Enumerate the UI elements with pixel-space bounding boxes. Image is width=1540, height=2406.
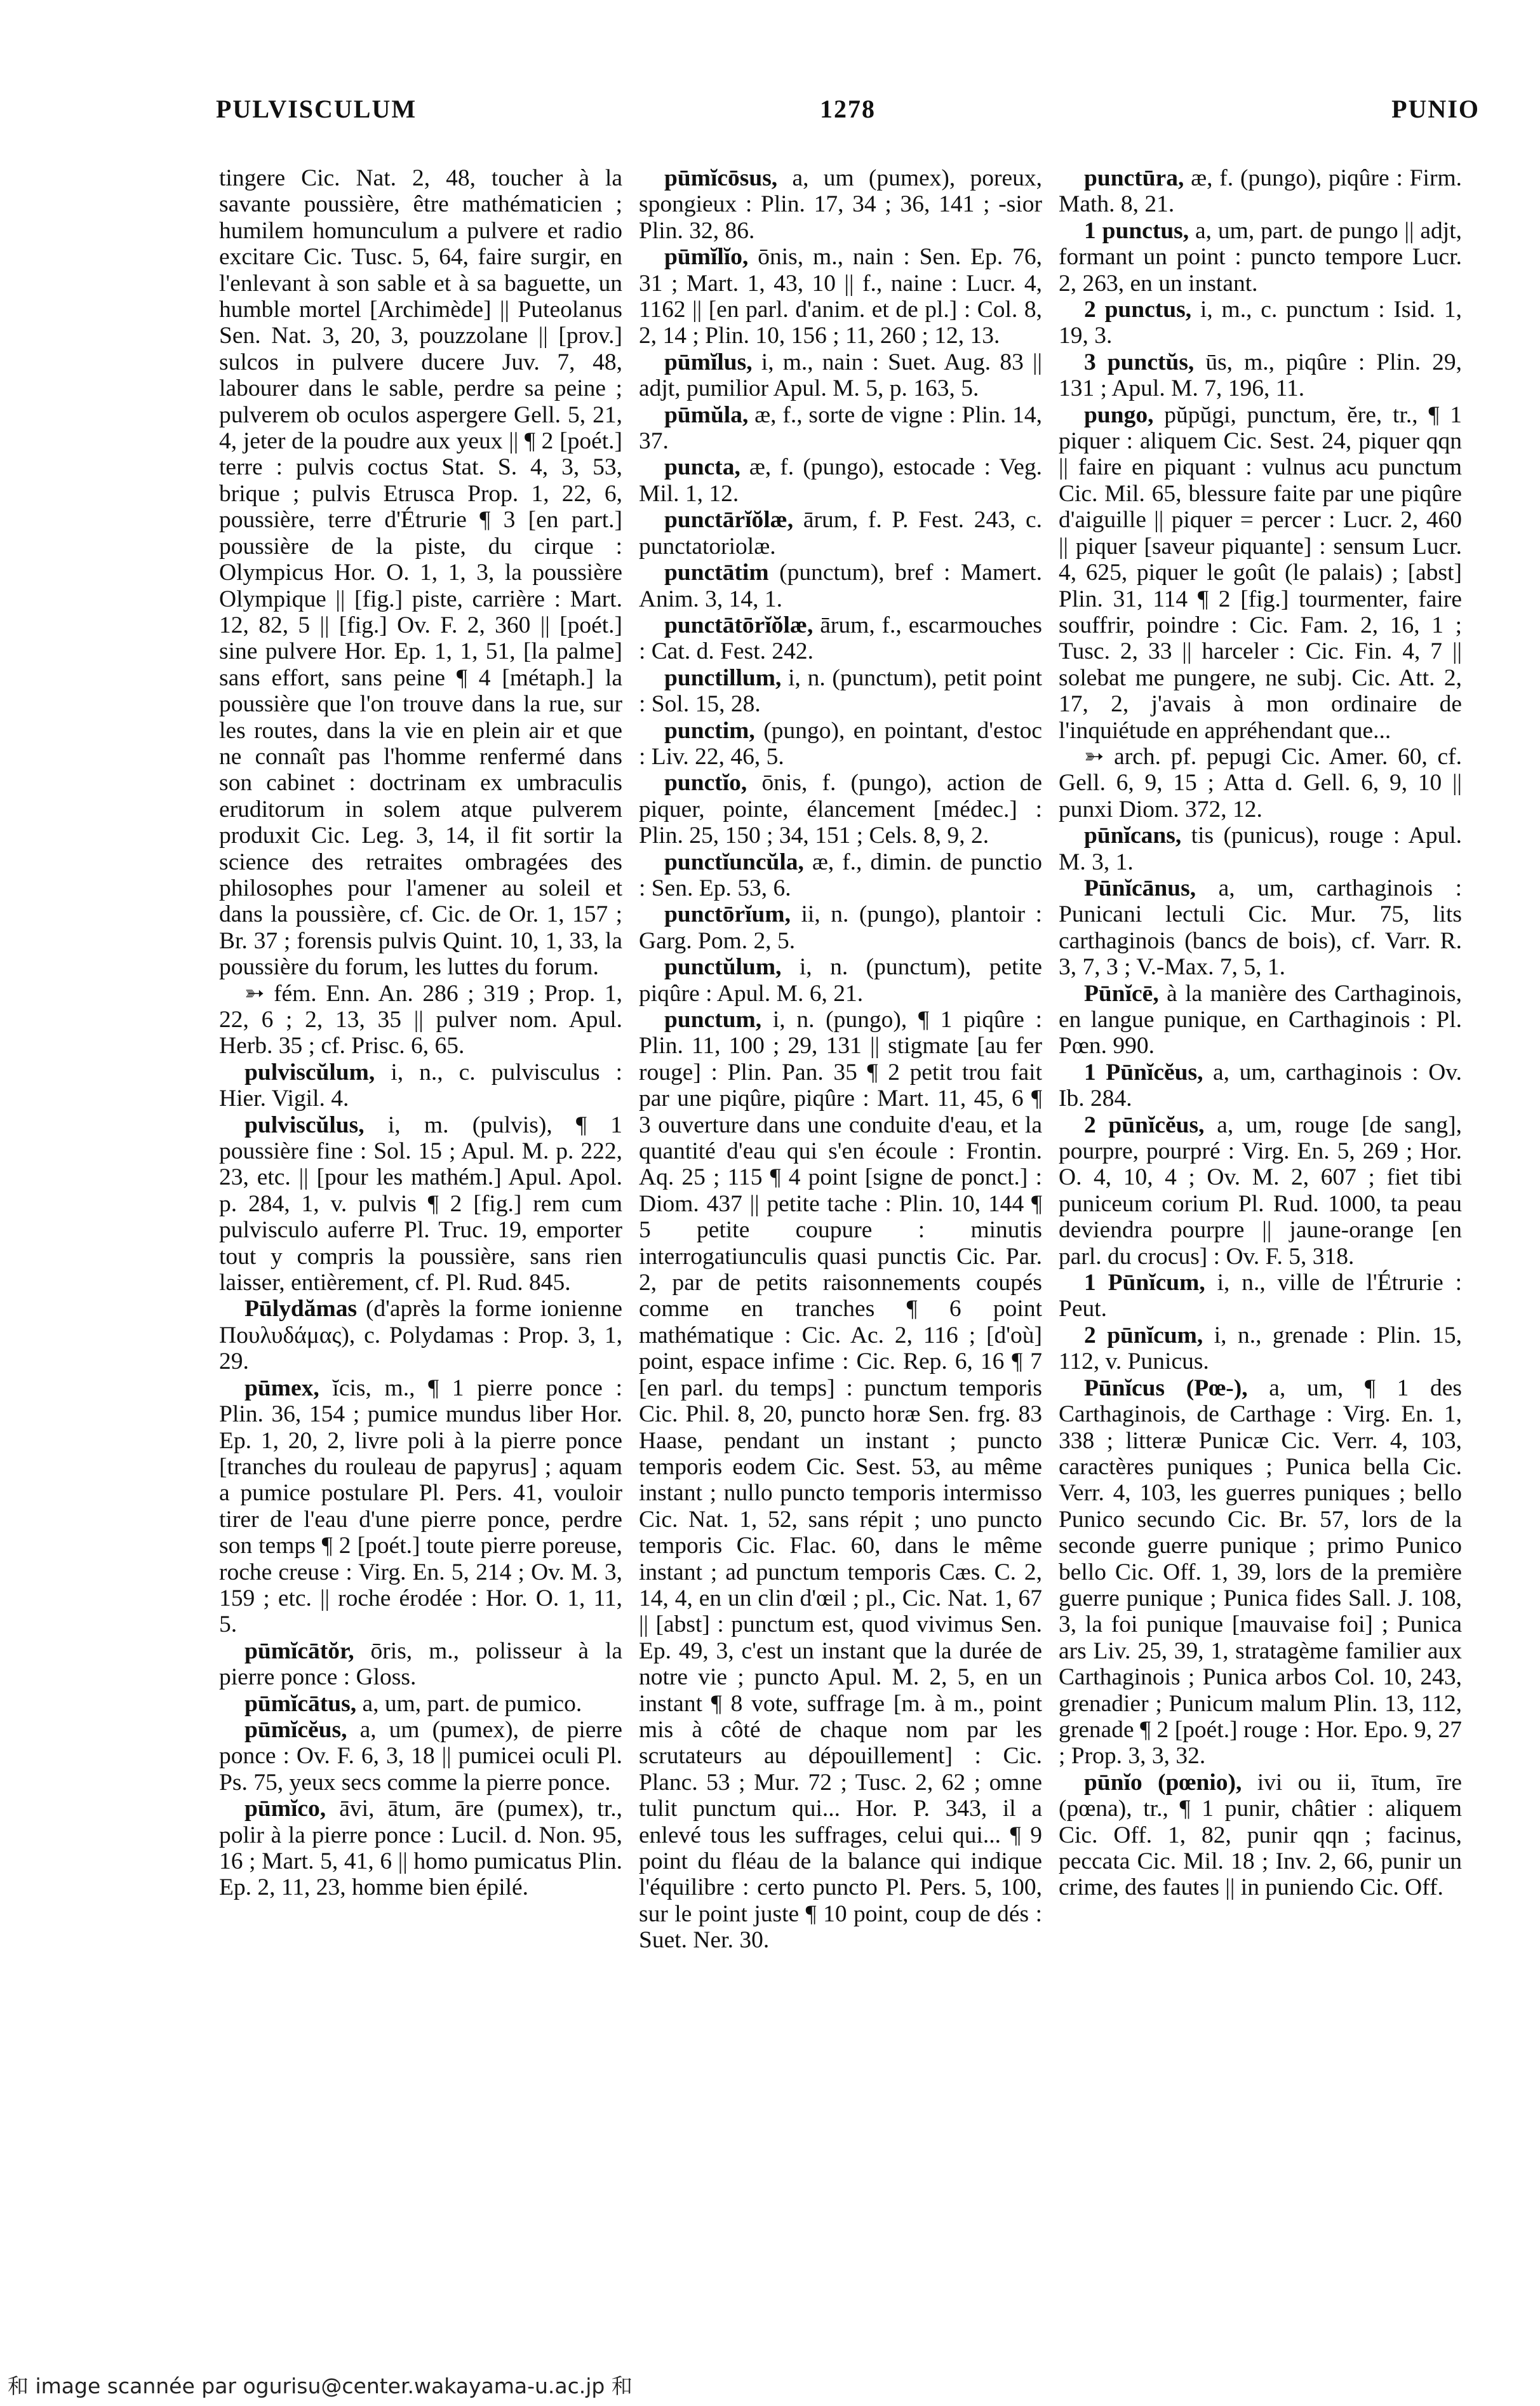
dictionary-entry: [1059, 402, 1462, 744]
entry-headword: pūmĭcĕus,: [244, 1716, 347, 1743]
dictionary-entry: [1059, 875, 1462, 981]
entry-text: (pungo), en pointant, d'estoc : Liv. 22, 46, 5.: [639, 717, 1042, 770]
dictionary-entry: [639, 402, 1042, 455]
entry-text: ĭcis, m., ¶ 1 pierre ponce : Plin. 36, 154 ; pumice mundus liber Hor. Ep. 1, 20, 2, livre poli à la pierre ponce [tranches du rouleau de papyrus] ; aquam a pumice postulare Pl. Pers. 41, vouloir tirer de l'eau d'une pierre ponce, perdre son temps ¶ 2 [poét.] toute pierre poreuse, roche creuse : Virg. En. 5, 214 ; Ov. M. 3, 159 ; etc. || roche érodée : Hor. O. 1, 11, 5.: [219, 1374, 622, 1638]
entry-headword: punctillum,: [664, 664, 782, 691]
entry-headword: puncta,: [664, 454, 740, 481]
dictionary-entry: [1059, 1770, 1462, 1901]
entry-text: a, um, carthaginois : Punicani lectuli Cic. Mur. 75, lits carthaginois (bancs de bois), cf. Varr. R. 3, 7, 3 ; V.-Max. 7, 5, 1.: [1059, 875, 1462, 981]
entry-text: a, um, part. de pumico.: [362, 1690, 582, 1717]
entry-text: æ, f., dimin. de punctio : Sen. Ep. 53, 6.: [639, 849, 1042, 901]
entry-text: ➳ fém. Enn. An. 286 ; 319 ; Prop. 1, 22, 6 ; 2, 13, 35 || pulver nom. Apul. Herb. 35 ; cf. Prisc. 6, 65.: [219, 980, 622, 1059]
entry-headword: 2 punctus,: [1084, 297, 1192, 323]
entry-headword: punctātōrĭŏlæ,: [664, 612, 814, 638]
dictionary-entry: [219, 1691, 622, 1717]
entry-text: ūs, m., piqûre : Plin. 29, 131 ; Apul. M. 7, 196, 11.: [1059, 349, 1462, 402]
dictionary-entry: [219, 1796, 622, 1901]
dictionary-entry: [219, 1112, 622, 1296]
entry-text: pŭpŭgi, punctum, ĕre, tr., ¶ 1 piquer : aliquem Cic. Sest. 24, piquer qqn || faire en piquant : vulnus acu punctum Cic. Mil. 65, blessure faite par une piqûre d'aiguille || piquer = percer : Lucr. 2, 460 || piquer [saveur piquante] : sensum Lucr. 4, 625, piquer le goût (le palais) ; [abst] Plin. 31, 114 ¶ 2 [fig.] tourmenter, faire souffrir, poindre : Cic. Fam. 2, 16, 1 ; Tusc. 2, 33 || harceler : Cic. Fin. 4, 7 || solebat me pungere, ne subj. Cic. Att. 2, 17, 2, j'avais à mon ordinaire de l'inquiétude en appréhendant que...: [1059, 401, 1462, 744]
dictionary-entry: [1059, 981, 1462, 1059]
entry-headword: 2 pūnĭcum,: [1084, 1322, 1203, 1348]
entry-text: i, n., grenade : Plin. 15, 112, v. Punicus.: [1059, 1322, 1462, 1375]
entry-headword: pulviscŭlus,: [244, 1112, 365, 1138]
entry-text: ivi ou ii, ītum, īre (pœna), tr., ¶ 1 punir, châtier : aliquem Cic. Off. 1, 82, punir qqn ; facinus, peccata Cic. Mil. 18 ; Inv. 2, 66, punir un crime, des fautes || in puniendo Cic. Off.: [1059, 1769, 1462, 1901]
dictionary-entry: [1059, 1375, 1462, 1770]
dictionary-entry: [1059, 218, 1462, 297]
entry-text: a, um, rouge [de sang], pourpre, pourpré : Virg. En. 5, 269 ; Hor. O. 4, 10, 4 ; Ov. M. 2, 607 ; fiet tibi puniceum corium Pl. Rud. 1000, ta peau deviendra pourpre || jaune-orange [en parl. du crocus] : Ov. F. 5, 318.: [1059, 1112, 1462, 1270]
entry-text: tingere Cic. Nat. 2, 48, toucher à la savante poussière, être mathématicien ; humilem homunculum a pulvere et radio excitare Cic. Tusc. 5, 64, faire surgir, en l'enlevant à son sable et à sa baguette, un humble mortel [Archimède] || Puteolanus Sen. Nat. 3, 20, 3, pouzzolane || [prov.] sulcos in pulvere ducere Juv. 7, 48, labourer dans le sable, perdre sa peine ; pulverem ob oculos aspergere Gell. 5, 21, 4, jeter de la poudre aux yeux || ¶ 2 [poét.] terre : pulvis coctus Stat. S. 4, 3, 53, brique ; pulvis Etrusca Prop. 1, 22, 6, poussière, terre d'Étrurie ¶ 3 [en part.] poussière de la piste, du cirque : Olympicus Hor. O. 1, 1, 3, la poussière Olympique || [fig.] piste, carrière : Mart. 12, 82, 5 || [fig.] Ov. F. 2, 360 || [poét.] sine pulvere Hor. Ep. 1, 1, 51, [la palme] sans effort, sans peine ¶ 4 [métaph.] la poussière que l'on trouve dans la rue, sur les routes, dans la vie en plein air et que ne connaît pas l'homme renfermé dans son cabinet : doctrinam ex umbraculis eruditorum in solem atque pulverem produxit Cic. Leg. 3, 14, il fit sortir la science des retraites ombragées des philosophes pour l'amener au soleil et dans la poussière, cf. Cic. de Or. 1, 157 ; Br. 37 ; forensis pulvis Quint. 10, 1, 33, la poussière du forum, les luttes du forum.: [219, 165, 622, 981]
entry-headword: punctūra,: [1084, 165, 1184, 191]
entry-text: i, m. (pulvis), ¶ 1 poussière fine : Sol. 15 ; Apul. M. p. 222, 23, etc. || [pour les mathém.] Apul. Apol. p. 284, 1, v. pulvis ¶ 2 [fig.] rem cum pulvisculo auferre Pl. Truc. 19, emporter tout y compris la poussière, sans rien laisser, entièrement, cf. Pl. Rud. 845.: [219, 1112, 622, 1296]
dictionary-entry: [1059, 823, 1462, 875]
column-3: [1059, 165, 1462, 2331]
entry-headword: 1 Pūnĭcĕus,: [1084, 1059, 1203, 1085]
running-head-right: PUNIO: [1391, 95, 1480, 123]
entry-text: i, n. (punctum), petit point : Sol. 15, 28.: [639, 664, 1042, 718]
dictionary-entry: [219, 165, 622, 981]
entry-headword: punctim,: [664, 717, 755, 744]
entry-headword: pulviscŭlum,: [244, 1059, 375, 1085]
entry-text: æ, f., sorte de vigne : Plin. 14, 37.: [639, 401, 1042, 455]
entry-text: a, um (pumex), de pierre ponce : Ov. F. 6, 3, 18 || pumicei oculi Pl. Ps. 75, yeux secs comme la pierre ponce.: [219, 1716, 622, 1796]
entry-text: æ, f. (pungo), estocade : Veg. Mil. 1, 12.: [639, 454, 1042, 507]
entry-headword: Pūnĭcē,: [1084, 980, 1159, 1007]
entry-headword: Pūlydămas: [244, 1296, 358, 1322]
entry-headword: punctōrĭum,: [664, 901, 791, 928]
column-2: [639, 165, 1042, 2331]
dictionary-entry: [639, 349, 1042, 402]
entry-text: i, n. (punctum), petite piqûre : Apul. M. 6, 21.: [639, 954, 1042, 1007]
dictionary-entry: [1059, 165, 1462, 218]
dictionary-entry: [639, 612, 1042, 665]
dictionary-entry: [1059, 744, 1462, 823]
entry-headword: Pūnĭcus (Pœ-),: [1084, 1374, 1248, 1401]
entry-headword: 1 punctus,: [1084, 217, 1189, 244]
dictionary-entry: [639, 507, 1042, 560]
entry-text: ōris, m., polisseur à la pierre ponce : Gloss.: [219, 1637, 622, 1691]
scan-credit: 和 image scannée par ogurisu@center.wakayama-u.ac.jp 和: [8, 2374, 633, 2398]
dictionary-entry: [1059, 1112, 1462, 1270]
entry-headword: 2 pūnĭcĕus,: [1084, 1112, 1205, 1138]
entry-text: i, n. (pungo), ¶ 1 piqûre : Plin. 11, 100 ; 29, 131 || stigmate [au fer rouge] : Plin. Pan. 35 ¶ 2 petit trou fait par une piqûre, piqûre : Mart. 11, 45, 6 ¶ 3 ouverture dans une conduite d'eau, et la quantité d'eau qui s'en écoule : Frontin. Aq. 25 ; 115 ¶ 4 point [signe de ponct.] : Diom. 437 || petite tache : Plin. 10, 144 ¶ 5 petite coupure : minutis interrogatiunculis quasi punctis Cic. Par. 2, par de petits raisonnements coupés comme en tranches ¶ 6 point mathématique : Cic. Ac. 2, 116 ; [d'où] point, espace infime : Cic. Rep. 6, 16 ¶ 7 [en parl. du temps] : punctum temporis Cic. Phil. 8, 20, puncto horæ Sen. frg. 83 Haase, pendant un instant ; puncto temporis eodem Cic. Sest. 53, au même instant ; nullo puncto temporis intermisso Cic. Nat. 1, 52, sans répit ; uno puncto temporis Cic. Flac. 60, dans le même instant ; ad punctum temporis Cæs. C. 2, 14, 4, en un clin d'œil ; pl., Cic. Nat. 1, 67 || [abst] : punctum est, quod vivimus Sen. Ep. 49, 3, c'est un instant que la durée de notre vie ; puncto Apul. M. 2, 5, en un instant ¶ 8 vote, suffrage [m. à m., point mis à côté de chaque nom par les scrutateurs au dépouillement] : Cic. Planc. 53 ; Mur. 72 ; Tusc. 2, 62 ; omne tulit punctum qui... Hor. P. 343, il a enlevé tous les suffrages, celui qui... ¶ 9 point du fléau de la balance qui indique l'équilibre : certo puncto Pl. Pers. 5, 100, sur le point juste ¶ 10 point, coup de dés : Suet. Ner. 30.: [639, 1007, 1042, 1954]
dictionary-entry: [1059, 297, 1462, 349]
entry-headword: 3 punctŭs,: [1084, 349, 1195, 375]
entry-headword: pūmĭco,: [244, 1796, 326, 1822]
page-number: 1278: [820, 95, 876, 123]
dictionary-entry: [639, 718, 1042, 770]
dictionary-entry: [219, 1375, 622, 1638]
entry-text: ārum, f. P. Fest. 243, c. punctatoriolæ.: [639, 507, 1042, 560]
dictionary-entry: [639, 849, 1042, 902]
column-1: [219, 165, 622, 2331]
entry-headword: punctātim: [664, 560, 769, 586]
entry-text: a, um, ¶ 1 des Carthaginois, de Carthage : Virg. En. 1, 338 ; litteræ Punicæ Cic. Verr. 4, 103, caractères puniques ; Punica bella Cic. Verr. 4, 103, les guerres puniques ; bello Punico secundo Cic. Br. 57, lors de la seconde guerre punique ; primo Punico bello Cic. Off. 1, 39, lors de la première guerre punique ; Punica fides Sall. J. 108, 3, la foi punique [mauvaise foi] ; Punica ars Liv. 25, 39, 1, stratagème familier aux Carthaginois ; Punica arbos Col. 10, 243, grenadier ; Punicum malum Plin. 13, 112, grenade ¶ 2 [poét.] rouge : Hor. Epo. 9, 27 ; Prop. 3, 3, 32.: [1059, 1374, 1462, 1770]
dictionary-entry: [639, 770, 1042, 849]
dictionary-entry: [219, 1296, 622, 1374]
entry-text: a, um, carthaginois : Ov. Ib. 284.: [1059, 1059, 1462, 1112]
entry-headword: punctĭuncŭla,: [664, 849, 804, 875]
dictionary-entry: [639, 665, 1042, 718]
entry-text: a, um (pumex), poreux, spongieux : Plin. 17, 34 ; 36, 141 ; -sior Plin. 32, 86.: [639, 165, 1042, 244]
entry-headword: pūmĭcōsus,: [664, 165, 778, 191]
dictionary-entry: [219, 981, 622, 1059]
entry-text: à la manière des Carthaginois, en langue punique, en Carthaginois : Pl. Pœn. 990.: [1059, 980, 1462, 1059]
entry-text: ōnis, m., nain : Sen. Ep. 76, 31 ; Mart. 1, 43, 10 || f., naine : Lucr. 4, 1162 || [en parl. d'anim. et de pl.] : Col. 8, 2, 14 ; Plin. 10, 156 ; 11, 260 ; 12, 13.: [639, 244, 1042, 349]
dictionary-entry: [219, 1638, 622, 1691]
entry-text: a, um, part. de pungo || adjt, formant un point : puncto tempore Lucr. 2, 263, en un instant.: [1059, 217, 1462, 297]
entry-headword: pūnĭo (pœnio),: [1084, 1769, 1242, 1796]
entry-headword: Pūnĭcānus,: [1084, 875, 1196, 901]
dictionary-entry: [639, 560, 1042, 612]
page-header: [216, 94, 1480, 138]
entry-headword: punctum,: [664, 1007, 762, 1033]
entry-text: (punctum), bref : Mamert. Anim. 3, 14, 1.: [639, 560, 1042, 612]
dictionary-entry: [639, 1007, 1042, 1954]
entry-text: ➳ arch. pf. pepugi Cic. Amer. 60, cf. Gell. 6, 9, 15 ; Atta d. Gell. 6, 9, 10 || punxi Diom. 372, 12.: [1059, 743, 1462, 823]
entry-headword: pūmĭlĭo,: [664, 244, 749, 271]
entry-text: æ, f. (pungo), piqûre : Firm. Math. 8, 21.: [1059, 165, 1462, 218]
entry-headword: punctŭlum,: [664, 954, 782, 981]
entry-headword: pungo,: [1084, 401, 1154, 428]
entry-headword: pūmĭcātus,: [244, 1690, 357, 1717]
dictionary-entry: [639, 901, 1042, 954]
dictionary-entry: [639, 954, 1042, 1007]
entry-text: ārum, f., escarmouches : Cat. d. Fest. 242.: [639, 612, 1042, 665]
entry-headword: pūnĭcans,: [1084, 823, 1182, 849]
entry-headword: pūmĭcātŏr,: [244, 1637, 354, 1664]
entry-text: ōnis, f. (pungo), action de piquer, pointe, élancement [médec.] : Plin. 25, 150 ; 34, 151 ; Cels. 8, 9, 2.: [639, 770, 1042, 849]
dictionary-entry: [639, 244, 1042, 349]
running-head-left: PULVISCULUM: [216, 95, 417, 123]
entry-headword: punctārĭŏlæ,: [664, 507, 794, 534]
entry-text: tis (punicus), rouge : Apul. M. 3, 1.: [1059, 823, 1462, 875]
entry-headword: pūmex,: [244, 1374, 319, 1401]
entry-headword: punctĭo,: [664, 770, 747, 796]
entry-headword: pūmĭlus,: [664, 349, 753, 375]
entry-text: i, m., c. punctum : Isid. 1, 19, 3.: [1059, 297, 1462, 349]
dictionary-entry: [639, 454, 1042, 507]
entry-text: i, n., c. pulvisculus : Hier. Vigil. 4.: [219, 1059, 622, 1112]
entry-headword: 1 Pūnĭcum,: [1084, 1270, 1205, 1296]
entry-text: i, m., nain : Suet. Aug. 83 || adjt, pumilior Apul. M. 5, p. 163, 5.: [639, 349, 1042, 402]
dictionary-entry: [639, 165, 1042, 244]
dictionary-entry: [1059, 1270, 1462, 1322]
entry-text: (d'après la forme ionienne Πουλυδάμας), c. Polydamas : Prop. 3, 1, 29.: [219, 1296, 622, 1375]
dictionary-entry: [1059, 349, 1462, 402]
entry-text: i, n., ville de l'Étrurie : Peut.: [1059, 1270, 1462, 1322]
entry-text: āvi, ātum, āre (pumex), tr., polir à la pierre ponce : Lucil. d. Non. 95, 16 ; Mart. 5, 41, 6 || homo pumicatus Plin. Ep. 2, 11, 23, homme bien épilé.: [219, 1796, 622, 1901]
dictionary-entry: [219, 1717, 622, 1796]
dictionary-entry: [1059, 1322, 1462, 1375]
dictionary-entry: [219, 1059, 622, 1112]
entry-headword: pūmŭla,: [664, 401, 749, 428]
entry-text: ii, n. (pungo), plantoir : Garg. Pom. 2, 5.: [639, 901, 1042, 954]
dictionary-entry: [1059, 1059, 1462, 1112]
